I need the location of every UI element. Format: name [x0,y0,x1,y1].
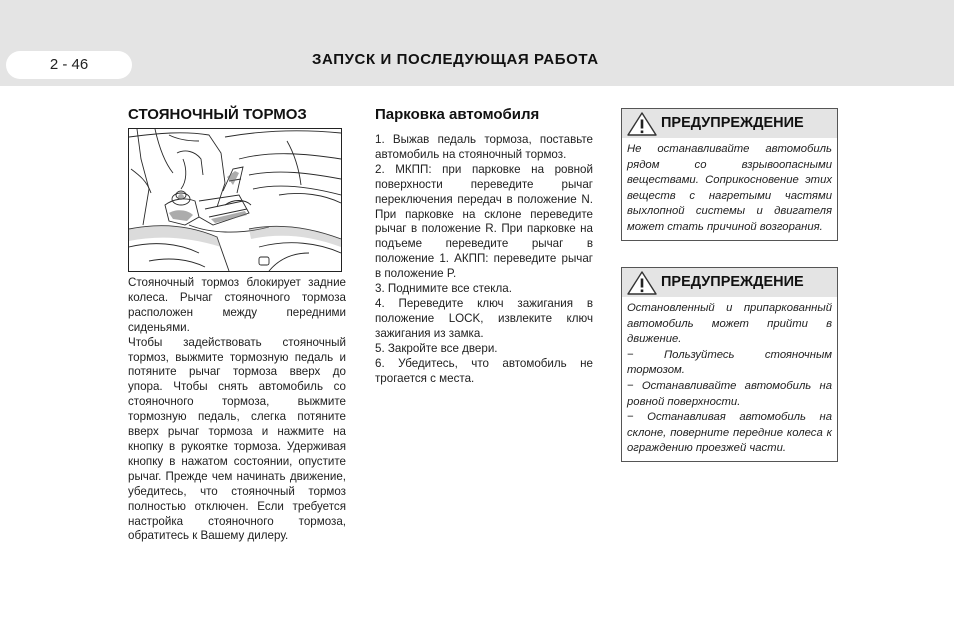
parking-brake-drawing [129,129,341,271]
parking-step-1: 1. Выжав педаль тормоза, поставьте автомобиль на стояночный тормоз. [375,133,593,161]
header-band [0,0,954,86]
parking-brake-paragraph-1: Стояночный тормоз блокирует задние колеса. Рычаг стояночного тормоза расположен между передними сиденьями. [128,276,346,334]
parking-step-4: 4. Переведите ключ зажигания в положение LOCK, извлеките ключ зажигания из замка. [375,296,593,340]
warning-1-paragraph-1: Не останавливайте автомобиль рядом со взрывоопасными веществами. Соприкосновение этих веществ с нагретыми частями выхлопной системы и двигателя может стать причиной возгорания. [627,143,832,233]
warning-body-1 [622,138,837,240]
warning-triangle-icon [626,270,658,296]
parking-brake-illustration [128,128,342,272]
page-number: 2 - 46 [49,56,89,73]
warning-header-2 [622,268,837,297]
page-number-pill [6,51,132,79]
parking-brake-paragraph-2: Чтобы задействовать стояночный тормоз, выжмите тормозную педаль и потяните рычаг тормоза вверх до упора. Чтобы снять автомобиль со стояночного тормоза, выжмите тормозную педаль, слегка потяните вверх рычаг тормоза и нажмите на кнопку в рукоятке тормоза. Удерживая кнопку в нажатом состоянии, опустите рычаг. Прежде чем начинать движение, убедитесь, что стояночный тормоз полностью отключен. Если требуется настройка стояночного тормоза, обратитесь к Вашему дилеру. [128,335,346,543]
chapter-title: ЗАПУСК И ПОСЛЕДУЮЩАЯ РАБОТА [312,51,599,68]
parking-steps [375,133,593,386]
warning-body-2 [622,297,837,461]
warning-header-1 [622,109,837,138]
warning-2-paragraph-2: − Пользуйтесь стояночным тормозом. [627,348,832,377]
warning-triangle-icon [626,111,658,137]
parking-step-2: 2. МКПП: при парковке на ровной поверхности переведите рычаг переключения передач в положение N. При парковке на склоне переведите рычаг в положение R. При парковке на подъеме переведите рычаг в положение 1. АКПП: переведите рычаг в положение P. [375,162,593,281]
warning-2-paragraph-3: − Останавливайте автомобиль на ровной поверхности. [627,379,832,408]
warning-2-paragraph-4: − Останавливая автомобиль на склоне, поверните передние колеса к ограждению проезжей части. [627,411,832,455]
parking-step-3: 3. Поднимите все стекла. [375,282,512,296]
parking-step-6: 6. Убедитесь, что автомобиль не трогается с места. [375,356,593,385]
warning-title-1: ПРЕДУПРЕЖДЕНИЕ [661,115,804,131]
warning-box-1 [621,108,838,241]
parking-brake-text [128,276,346,544]
section-title-parking-brake: СТОЯНОЧНЫЙ ТОРМОЗ [128,106,307,123]
warning-2-paragraph-1: Остановленный и припаркованный автомобиль может прийти в движение. [627,302,832,346]
section-title-parking: Парковка автомобиля [375,106,540,123]
parking-step-5: 5. Закройте все двери. [375,341,498,355]
warning-box-2 [621,267,838,462]
warning-title-2: ПРЕДУПРЕЖДЕНИЕ [661,274,804,290]
